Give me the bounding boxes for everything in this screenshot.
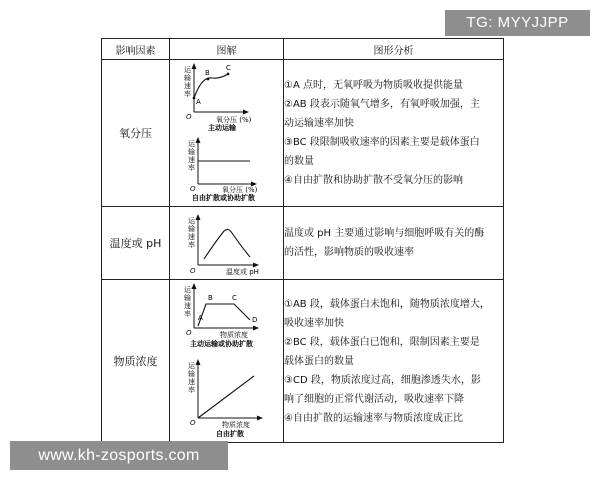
watermark-bottom: www.kh-zosports.com	[10, 441, 228, 470]
curve-abc	[194, 74, 228, 98]
y-label-char: 运	[188, 217, 195, 225]
graph-diffusion-oxygen	[188, 137, 258, 202]
y-label-char: 运	[188, 140, 195, 148]
factor-table	[101, 38, 504, 443]
analysis-cell	[284, 280, 504, 443]
y-label-char: 输	[188, 370, 195, 378]
origin-label: O	[190, 185, 196, 193]
watermark-top: TG: MYYJJPP	[445, 10, 590, 36]
point-a: A	[196, 98, 201, 106]
point-c: C	[226, 64, 231, 72]
y-label-char: 输	[184, 294, 191, 302]
diagram-cell	[170, 60, 284, 207]
graph-temperature-ph	[188, 214, 259, 276]
y-label-char: 率	[188, 241, 195, 249]
analysis-line: 载体蛋白的数量	[284, 355, 354, 367]
diagram-cell	[170, 207, 284, 280]
y-label-char: 率	[188, 386, 195, 394]
x-axis-label: 温度或 pH	[226, 268, 259, 276]
origin-label: O	[190, 419, 196, 427]
y-label-char: 速	[188, 156, 195, 164]
header-analysis: 图形分析	[284, 39, 504, 60]
point-d: D	[252, 316, 258, 324]
analysis-line: 的数量	[284, 156, 314, 167]
x-axis-label: 氧分压 (%)	[216, 116, 252, 124]
header-row	[102, 39, 504, 60]
analysis-line: ③CD 段，物质浓度过高，细胞渗透失水，影	[284, 374, 481, 386]
analysis-line: ①A 点时，无氧呼吸为物质吸收提供能量	[284, 80, 463, 91]
y-label-char: 速	[184, 302, 191, 310]
graph-caption: 主动运输	[208, 124, 236, 132]
table-row-oxygen	[102, 60, 504, 207]
curve-abcd	[198, 304, 250, 326]
origin-label: O	[186, 113, 192, 121]
analysis-line: ④自由扩散的运输速率与物质浓度成正比	[284, 412, 463, 424]
analysis-line: ③BC 段限制吸收速率的因素主要是载体蛋白	[284, 137, 480, 148]
table-row-temperature	[102, 207, 504, 280]
y-label-char: 速	[188, 378, 195, 386]
analysis-line: 吸收速率加快	[284, 317, 344, 329]
analysis-line: ①AB 段，载体蛋白未饱和，随物质浓度增大，	[284, 298, 490, 310]
graph-active-transport-oxygen	[184, 63, 252, 132]
analysis-line: ④自由扩散和协助扩散不受氧分压的影响	[284, 175, 463, 186]
x-axis-label: 物质浓度	[220, 331, 248, 339]
y-label-char: 运	[184, 66, 191, 74]
analysis-line: 动运输速率加快	[284, 118, 354, 129]
point-a: A	[198, 314, 203, 322]
point-b: B	[205, 69, 210, 77]
analysis-line: 的活性，影响物质的吸收速率	[284, 247, 414, 258]
factor-cell: 温度或 pH	[102, 207, 170, 280]
y-label-char: 率	[188, 164, 195, 172]
oxygen-graphs	[170, 60, 284, 206]
graph-caption: 自由扩散	[216, 430, 244, 438]
graph-diffusion-concentration	[188, 359, 263, 438]
bell-curve	[204, 229, 250, 259]
y-label-char: 运	[184, 286, 191, 294]
analysis-line: 响了细胞的正常代谢活动，吸收速率下降	[284, 393, 464, 405]
header-factor: 影响因素	[102, 39, 170, 60]
analysis-cell	[284, 60, 504, 207]
table-row-concentration	[102, 280, 504, 443]
graph-caption: 主动运输或协助扩散	[190, 340, 253, 348]
origin-label: O	[190, 267, 196, 275]
origin-label: O	[186, 329, 192, 337]
analysis-line: ②AB 段表示随氧气增多，有氧呼吸加强，主	[284, 99, 480, 110]
factor-cell: 物质浓度	[102, 280, 170, 443]
concentration-graphs	[170, 280, 284, 442]
analysis-line: 温度或 pH 主要通过影响与细胞呼吸有关的酶	[284, 228, 485, 239]
header-diagram: 图解	[170, 39, 284, 60]
analysis-line: ②BC 段，载体蛋白已饱和，限制因素主要是	[284, 336, 480, 348]
y-label-char: 输	[188, 225, 195, 233]
y-label-char: 输	[184, 74, 191, 82]
factor-cell: 氧分压	[102, 60, 170, 207]
y-label-char: 速	[184, 82, 191, 90]
point-c: C	[232, 294, 237, 302]
linear-rate-line	[198, 376, 254, 418]
y-label-char: 率	[184, 310, 191, 318]
y-label-char: 运	[188, 362, 195, 370]
analysis-cell	[284, 207, 504, 280]
temperature-graph	[170, 207, 284, 279]
y-label-char: 率	[184, 90, 191, 98]
graph-caption: 自由扩散或协助扩散	[192, 194, 255, 202]
x-axis-label: 物质浓度	[222, 421, 250, 429]
diagram-cell	[170, 280, 284, 443]
graph-active-transport-concentration	[184, 283, 259, 348]
y-label-char: 输	[188, 148, 195, 156]
x-axis-label: 氧分压 (%)	[222, 186, 258, 194]
y-label-char: 速	[188, 233, 195, 241]
point-b: B	[208, 294, 213, 302]
